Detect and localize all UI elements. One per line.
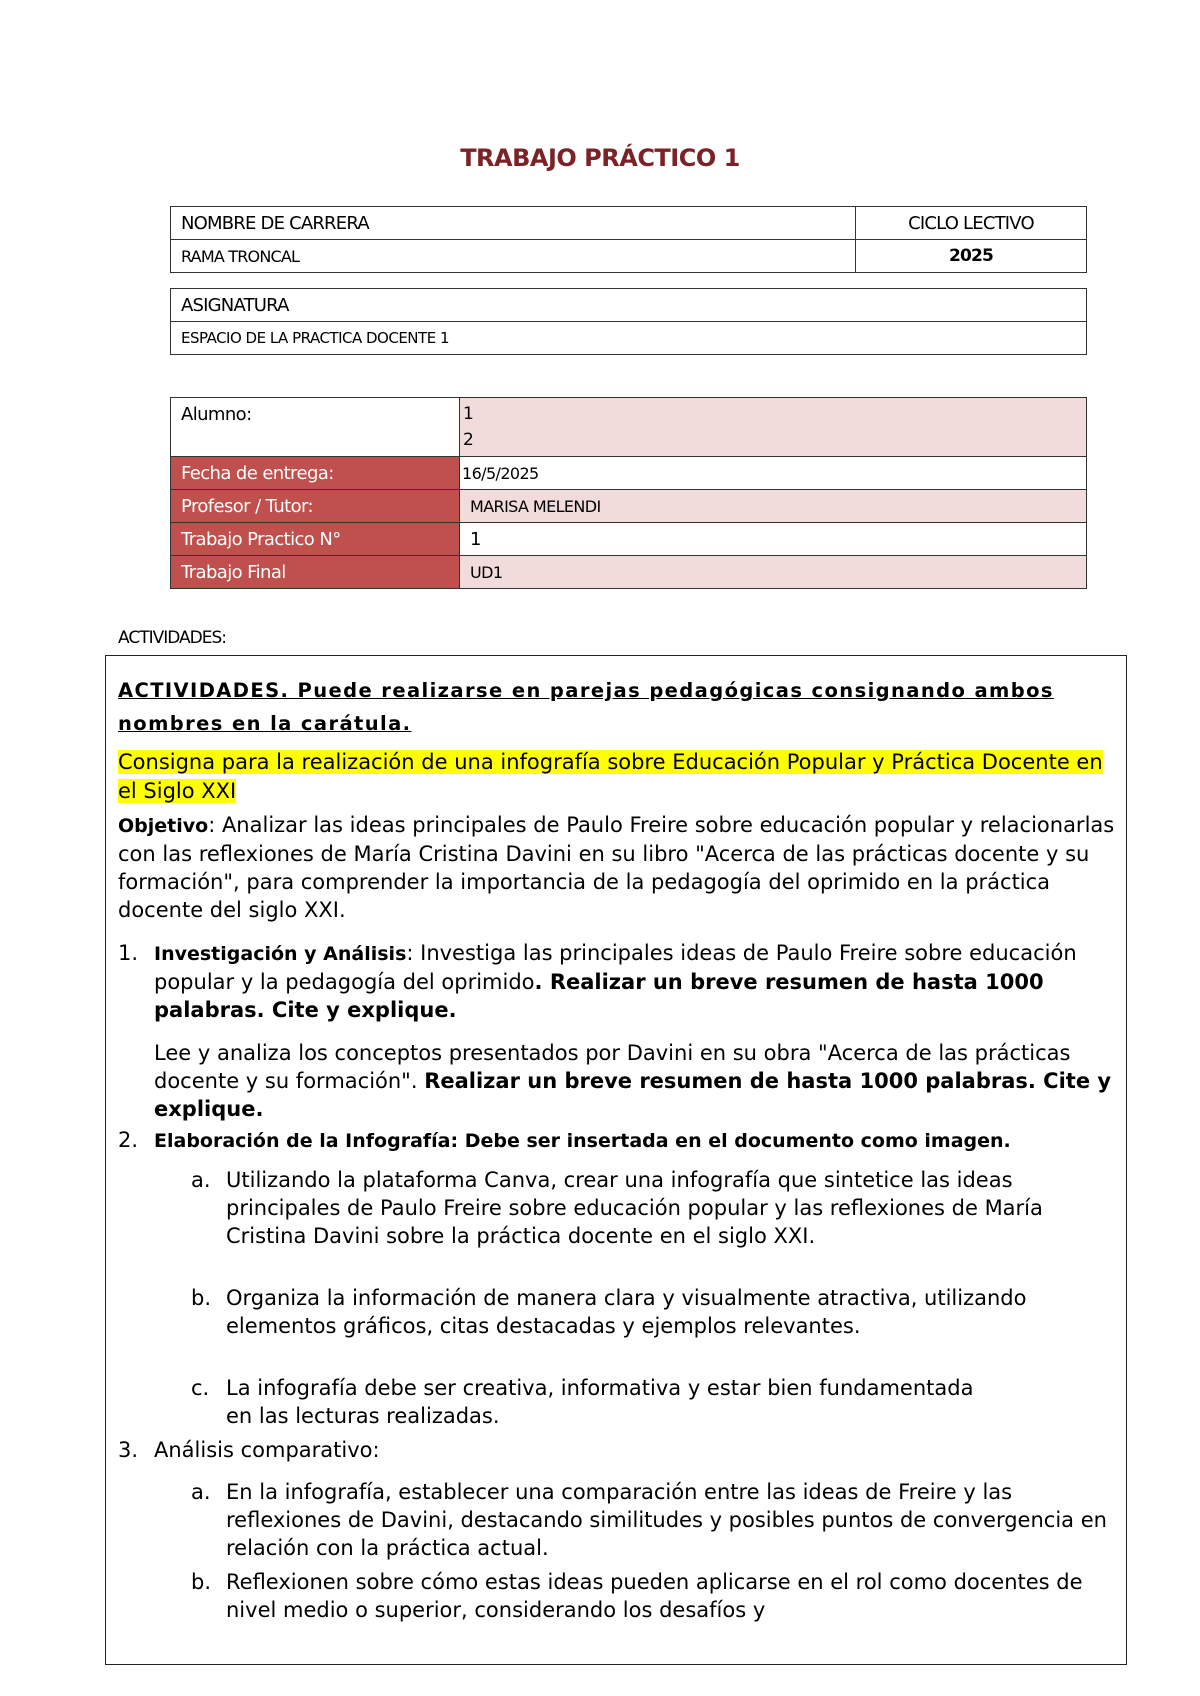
item-3b-letter: b. <box>191 1570 212 1594</box>
item-3-number: 3. <box>118 1438 139 1462</box>
item-3a-letter: a. <box>191 1480 211 1504</box>
objective-label: Objetivo <box>118 815 209 837</box>
page-title: TRABAJO PRÁCTICO 1 <box>460 144 740 172</box>
cycle-header: CICLO LECTIVO <box>856 207 1087 240</box>
teacher-value: MARISA MELENDI <box>460 490 1087 523</box>
item-2a-letter: a. <box>191 1168 211 1192</box>
activities-box <box>105 655 1127 1665</box>
subject-table <box>170 288 1087 355</box>
item-1-text <box>154 939 1114 1024</box>
item-1-number: 1. <box>118 941 139 965</box>
student-label: Alumno: <box>171 398 460 457</box>
item-2-label: Elaboración de la Infografía: Debe ser insertada en el documento como imagen. <box>154 1130 1011 1152</box>
cycle-value: 2025 <box>856 240 1087 273</box>
practice-number-label: Trabajo Practico N° <box>171 523 460 556</box>
item-1-para2-bold: Realizar un breve resumen de hasta 1000 palabras. Cite y explique. <box>154 1069 1112 1121</box>
item-2b-text: Organiza la información de manera clara y visualmente atractiva, utilizando elementos gráficos, citas destacadas y ejemplos relevantes. <box>226 1286 1027 1338</box>
career-table <box>170 206 1087 273</box>
practice-number-value: 1 <box>460 523 1087 556</box>
activities-heading: ACTIVIDADES. Puede realizarse en parejas pedagógicas consignando ambos nombres en la carátula. <box>118 679 1054 735</box>
item-3a-text: En la infografía, establecer una comparación entre las ideas de Freire y las reflexiones de Davini, destacando similitudes y posibles puntos de convergencia en relación con la práctica actual. <box>226 1480 1107 1560</box>
due-date-label: Fecha de entrega: <box>171 457 460 490</box>
final-work-value: UD1 <box>460 556 1087 589</box>
item-3-label: Análisis comparativo: <box>154 1438 380 1462</box>
final-work-label: Trabajo Final <box>171 556 460 589</box>
subject-header: ASIGNATURA <box>171 289 1087 322</box>
student-line-2: 2 <box>463 430 474 450</box>
consigna <box>118 748 1127 806</box>
item-3b-text: Reflexionen sobre cómo estas ideas pueden aplicarse en el rol como docentes de nivel medio o superior, considerando los desafíos y <box>226 1570 1083 1622</box>
item-2b-letter: b. <box>191 1286 212 1310</box>
career-value: RAMA TRONCAL <box>171 240 856 273</box>
objective-text: : Analizar las ideas principales de Paulo Freire sobre educación popular y relacionarlas con las reflexiones de María Cristina Davini en su libro "Acerca de las prácticas docente y su formación", para comprender la importancia de la pedagogía del oprimido en la práctica docente del siglo XXI. <box>118 813 1115 922</box>
student-value <box>460 398 1087 457</box>
activities-label: ACTIVIDADES: <box>118 628 227 648</box>
item-2-number: 2. <box>118 1128 139 1152</box>
student-info-table <box>170 397 1087 589</box>
item-1-body: : Investiga las principales ideas de Paulo Freire sobre educación popular y la pedagogía del oprimido <box>154 941 1077 994</box>
item-2a-text: Utilizando la plataforma Canva, crear una infografía que sintetice las ideas principales de Paulo Freire sobre educación popular y las reflexiones de María Cristina Davini sobre la práctica docente en el siglo XXI. <box>226 1168 1043 1248</box>
student-line-1: 1 <box>463 404 474 424</box>
career-header: NOMBRE DE CARRERA <box>171 207 856 240</box>
item-2c-letter: c. <box>191 1376 210 1400</box>
item-2c-text: La infografía debe ser creativa, informativa y estar bien fundamentada en las lecturas realizadas. <box>226 1376 974 1428</box>
teacher-label: Profesor / Tutor: <box>171 490 460 523</box>
consigna-text: Consigna para la realización de una infografía sobre Educación Popular y Práctica Docente en el Siglo XXI <box>118 750 1103 803</box>
subject-value: ESPACIO DE LA PRACTICA DOCENTE 1 <box>171 322 1087 355</box>
item-1-paragraph-2 <box>154 1039 1114 1123</box>
due-date-value: 16/5/2025 <box>460 457 1087 490</box>
objective-paragraph <box>118 811 1118 924</box>
item-1-bold: . Realizar un breve resumen de hasta 1000 palabras. Cite y explique. <box>154 970 1044 1022</box>
item-1-para2-text: Lee y analiza los conceptos presentados por Davini en su obra "Acerca de las prácticas docente y su formación". <box>154 1041 1071 1093</box>
item-1-label: Investigación y Análisis <box>154 943 407 965</box>
